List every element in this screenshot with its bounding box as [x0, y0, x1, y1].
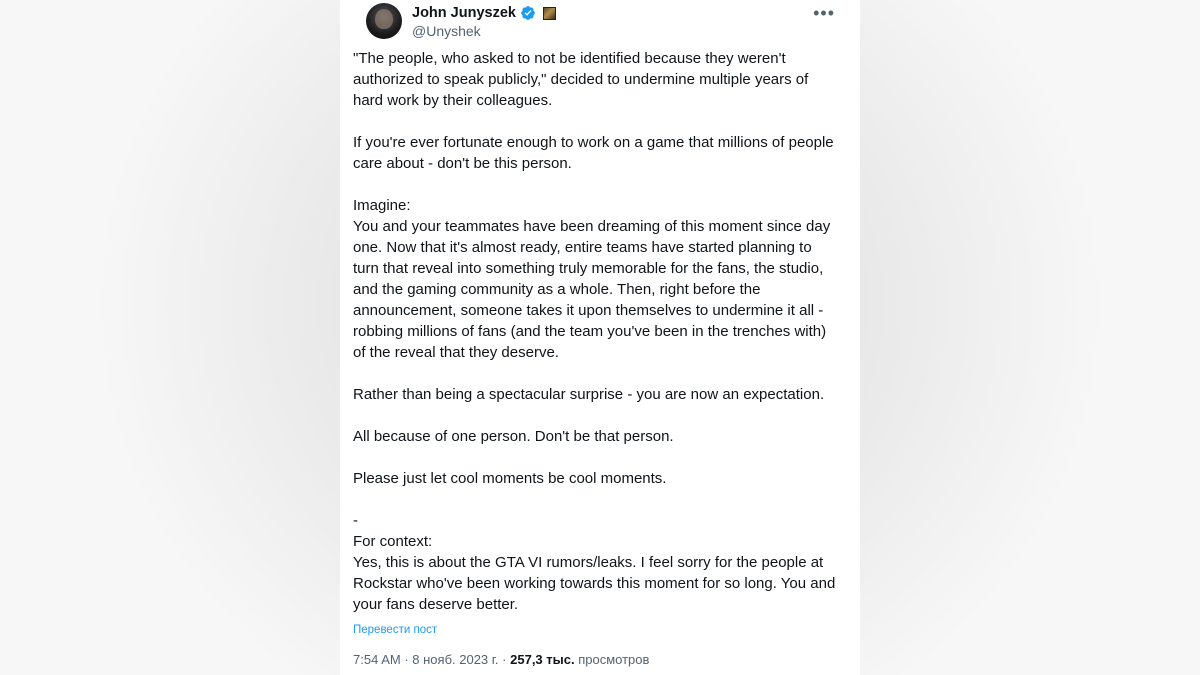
verified-badge-icon — [520, 5, 536, 21]
meta-separator: · — [404, 652, 413, 667]
more-options-icon[interactable]: ••• — [813, 3, 835, 23]
views-count[interactable]: 257,3 тыс. — [510, 652, 575, 667]
meta-separator: · — [502, 652, 511, 667]
tweet-meta — [353, 652, 649, 667]
views-label: просмотров — [578, 652, 650, 667]
tweet-text: "The people, who asked to not be identified because they weren't authorized to speak publicly," decided to undermine multiple years of hard work by their colleagues. If you're ever fortunate enough to work on a game that millions of people care about - don't be this person. Imagine: You and your teammates have been dreaming of this moment since day one. Now that it's almost ready, entire teams have started planning to turn that reveal into something truly memorable for the fans, the studio, and the gaming community as a whole. Then, right before the announcement, someone takes it upon themselves to undermine it all - robbing millions of fans (and the team you've been in the trenches with) of the reveal that they deserve. Rather than being a spectacular surprise - you are now an expectation. All because of one person. Don't be that person. Please just let cool moments be cool moments. - For context: Yes, this is about the GTA VI rumors/leaks. I feel sorry for the people at Rockstar who've been working towards this moment for so long. You and your fans deserve better. — [353, 50, 836, 613]
translate-post-link[interactable]: Перевести пост — [353, 624, 438, 636]
tweet-header — [353, 0, 847, 46]
tweet-date[interactable]: 8 нояб. 2023 г. — [412, 652, 499, 667]
author-name-row — [412, 5, 556, 21]
tweet-card — [340, 0, 860, 675]
author-handle[interactable]: @Unyshek — [412, 23, 481, 39]
game-affiliate-badge-icon[interactable] — [543, 7, 556, 20]
tweet-time[interactable]: 7:54 AM — [353, 652, 401, 667]
avatar[interactable] — [366, 3, 402, 39]
author-name[interactable]: John Junyszek — [412, 5, 516, 21]
